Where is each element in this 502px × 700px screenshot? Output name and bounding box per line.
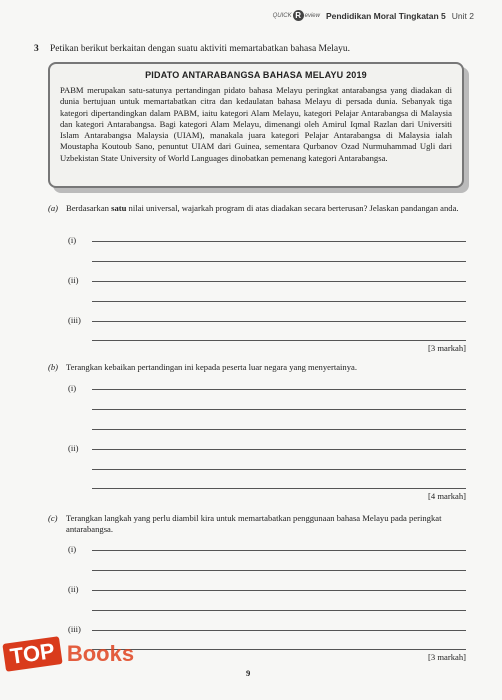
part-a-question: [66, 203, 466, 214]
part-b-marks: [4 markah]: [428, 491, 466, 501]
answer-line[interactable]: [92, 409, 466, 410]
answer-line[interactable]: [92, 321, 466, 322]
part-c-marks: [3 markah]: [428, 652, 466, 662]
part-b-item-i: (i): [68, 383, 77, 393]
part-a-item-ii: (ii): [68, 275, 79, 285]
part-c-item-ii: (ii): [68, 584, 79, 594]
topbooks-watermark: [4, 640, 134, 668]
logo-mark: R: [293, 10, 304, 21]
part-a-text-1: Berdasarkan: [66, 203, 112, 213]
logo-text-right: eview: [304, 12, 320, 19]
answer-line[interactable]: [92, 449, 466, 450]
part-c-item-i: (i): [68, 544, 77, 554]
part-c-label: (c): [48, 513, 58, 523]
answer-line[interactable]: [92, 570, 466, 571]
brand-logo: [273, 10, 320, 21]
answer-line[interactable]: [92, 649, 466, 650]
part-a-marks: [3 markah]: [428, 343, 466, 353]
answer-line[interactable]: [92, 261, 466, 262]
logo-text-left: QUICK: [272, 12, 292, 19]
answer-line[interactable]: [92, 469, 466, 470]
part-a-emphasis: satu: [111, 203, 127, 213]
page-number: 9: [246, 668, 251, 678]
answer-line[interactable]: [92, 429, 466, 430]
part-a-item-iii: (iii): [68, 315, 81, 325]
part-c-question: Terangkan langkah yang perlu diambil kira untuk memartabatkan penggunaan bahasa Melayu pada peringkat antarabangsa.: [66, 513, 442, 534]
part-b-label: (b): [48, 362, 59, 372]
watermark-top: TOP: [2, 636, 62, 672]
answer-line[interactable]: [92, 488, 466, 489]
answer-line[interactable]: [92, 281, 466, 282]
passage-title: PIDATO ANTARABANGSA BAHASA MELAYU 2019: [145, 70, 367, 80]
answer-line[interactable]: [92, 301, 466, 302]
page-header: [273, 10, 474, 21]
answer-line[interactable]: [92, 590, 466, 591]
answer-line[interactable]: [92, 340, 466, 341]
question-intro: Petikan berikut berkaitan dengan suatu aktiviti memartabatkan bahasa Melayu.: [50, 44, 350, 54]
answer-line[interactable]: [92, 630, 466, 631]
passage-box: [48, 62, 464, 188]
part-a-label: (a): [48, 203, 59, 213]
part-b-question: Terangkan kebaikan pertandingan ini kepada peserta luar negara yang menyertainya.: [66, 362, 357, 372]
answer-line[interactable]: [92, 550, 466, 551]
book-title: Pendidikan Moral Tingkatan 5: [325, 10, 446, 21]
answer-line[interactable]: [92, 241, 466, 242]
part-a-text-2: nilai universal, wajarkah program di atas diadakan secara berterusan? Jelaskan pandangan anda.: [126, 203, 459, 213]
answer-line[interactable]: [92, 610, 466, 611]
question-number: 3: [34, 44, 39, 54]
part-c-item-iii: (iii): [68, 624, 81, 634]
part-a-item-i: (i): [68, 235, 77, 245]
watermark-books: Books: [66, 641, 135, 666]
answer-line[interactable]: [92, 389, 466, 390]
unit-label: Unit 2: [451, 10, 474, 21]
passage-body: PABM merupakan satu-satunya pertandingan pidato bahasa Melayu peringkat antarabangsa yang diadakan di dunia bertujuan untuk memartabatkan citra dan kedaulatan bahasa Melayu di persada dunia. Sebanyak tiga kategori dipertandingkan dalam PABM, iaitu kategori Alam Melayu, kategori Pelajar Antarabangsa di Malaysia dan kategori Antarabangsa. Bagi kategori Alam Melayu, dimenangi oleh Amirul Iqmal Razlan dari Universiti Islam Antarabangsa Malaysia (UIAM), manakala juara kategori Pelajar Antarabangsa di Malaysia ialah Moustapha Koutoub Sano, penuntut UIAM dari Guinea, sementara Qurbanov Ozad Nurmuhammad Ugli dari Uzbekistan State University of World Languages dinobatkan pemenang kategori Antarabangsa.: [60, 85, 452, 163]
part-b-item-ii: (ii): [68, 443, 79, 453]
